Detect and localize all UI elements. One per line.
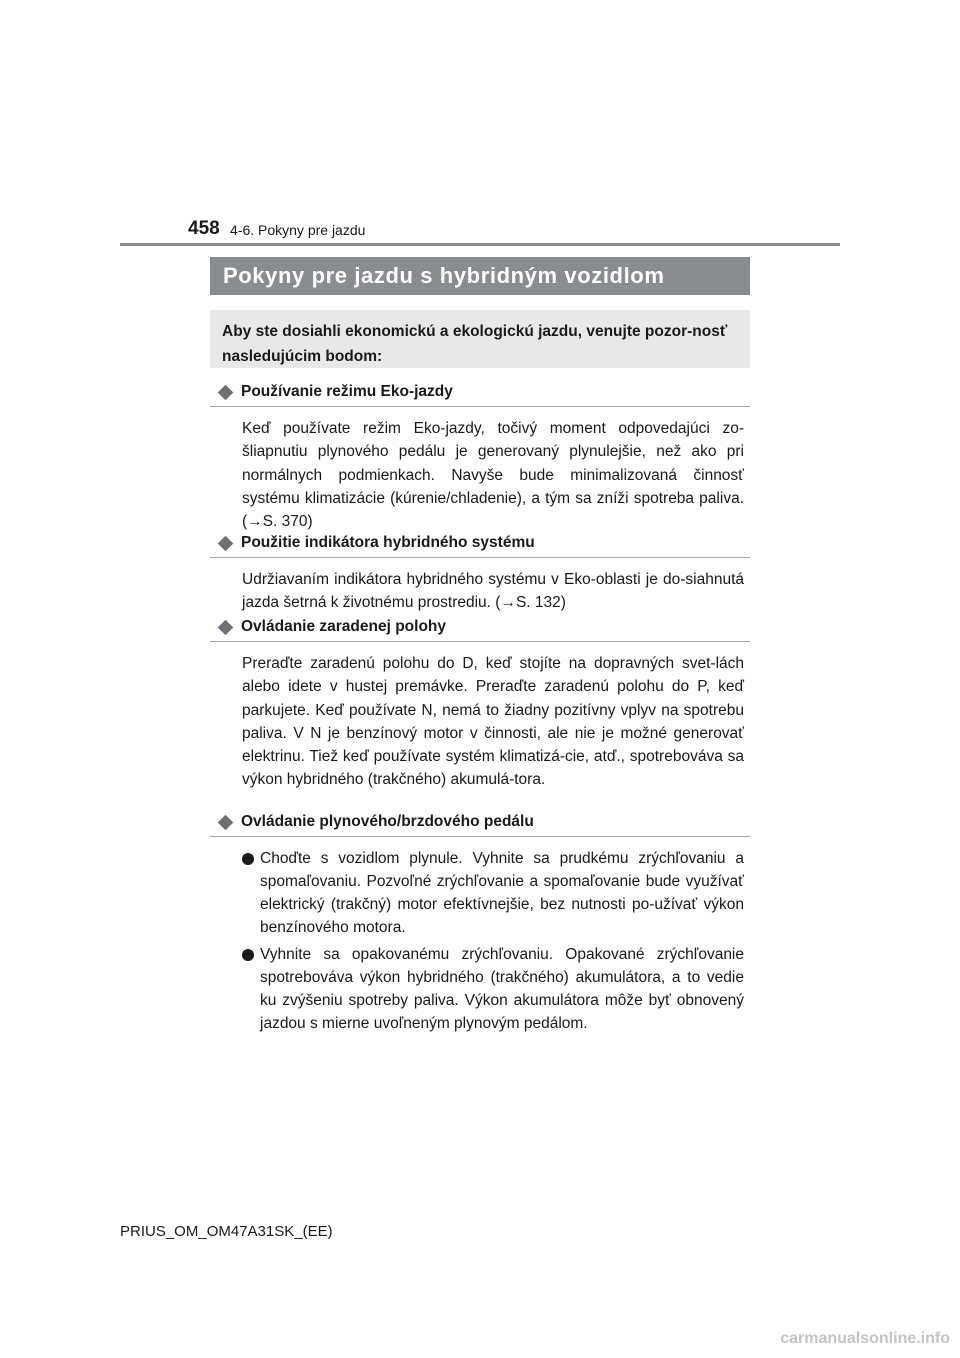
intro-text: Aby ste dosiahli ekonomickú a ekologickú jazdu, venujte pozor-nosť nasledujúcim bodom: <box>222 323 728 365</box>
diamond-icon <box>218 619 234 635</box>
section-heading <box>210 615 750 642</box>
diamond-icon <box>218 814 234 830</box>
document-code: PRIUS_OM_OM47A31SK_(EE) <box>120 1223 333 1240</box>
bullet-icon <box>242 853 254 865</box>
page-number: 458 <box>188 218 220 239</box>
watermark: carmanualsonline.info <box>780 1330 950 1347</box>
section-body: Keď používate režim Eko-jazdy, točivý moment odpovedajúci zo-šliapnutiu plynového pedálu je generovaný plynulejšie, než ako pri normálnych podmienkach. Navyše bude minimalizovaná činnosť systému klimatizácie (kúrenie/chladenie), a tým sa zníži spotreba paliva. (→S. 370) <box>242 420 744 531</box>
header-divider <box>120 243 840 246</box>
section-heading <box>210 810 750 837</box>
section-eco-mode <box>210 380 750 533</box>
diamond-icon <box>218 535 234 551</box>
list-item-text: Choďte s vozidlom plynule. Vyhnite sa prudkému zrýchľovaniu a spomaľovaniu. Pozvoľné zrýchľovanie a spomaľovanie bude využívať elektrický (trakčný) motor efektívnejšie, bez nutnosti po-užívať výkon benzínového motora. <box>260 850 744 936</box>
section-heading-text: Používanie režimu Eko-jazdy <box>241 383 453 400</box>
section-heading <box>210 380 750 407</box>
section-heading-text: Ovládanie zaradenej polohy <box>241 618 447 635</box>
intro-box <box>210 310 750 368</box>
list-item <box>242 847 744 939</box>
page-title: Pokyny pre jazdu s hybridným vozidlom <box>210 257 750 295</box>
section-hybrid-indicator <box>210 531 750 615</box>
section-heading-text: Použitie indikátora hybridného systému <box>241 534 535 551</box>
section-shift-position <box>210 615 750 792</box>
section-heading <box>210 531 750 558</box>
bullet-icon <box>242 949 254 961</box>
list-item-text: Vyhnite sa opakovanému zrýchľovaniu. Opakované zrýchľovanie spotrebováva výkon hybridného (trakčného) akumulátora, a to vedie ku zvýšeniu spotreby paliva. Výkon akumulátora môže byť obnovený jazdou s mierne uvoľneným plynovým pedálom. <box>260 946 744 1032</box>
list-item <box>242 943 744 1035</box>
diamond-icon <box>218 384 234 400</box>
section-pedal-control <box>210 810 750 1035</box>
section-body: Preraďte zaradenú polohu do D, keď stojíte na dopravných svet-lách alebo idete v hustej premávke. Preraďte zaradenú polohu do P, keď parkujete. Keď používate N, nemá to žiadny pozitívny vplyv na spotrebu paliva. V N je benzínový motor v činnosti, ale nie je možné generovať elektrinu. Tiež keď používate systém klimatizá-cie, atď., spotrebováva sa výkon hybridného (trakčného) akumulá-tora. <box>242 655 744 789</box>
section-heading-text: Ovládanie plynového/brzdového pedálu <box>241 813 534 830</box>
chapter-title: 4-6. Pokyny pre jazdu <box>230 222 366 238</box>
section-body: Udržiavaním indikátora hybridného systému v Eko-oblasti je do-siahnutá jazda šetrná k životnému prostrediu. (→S. 132) <box>242 571 744 612</box>
